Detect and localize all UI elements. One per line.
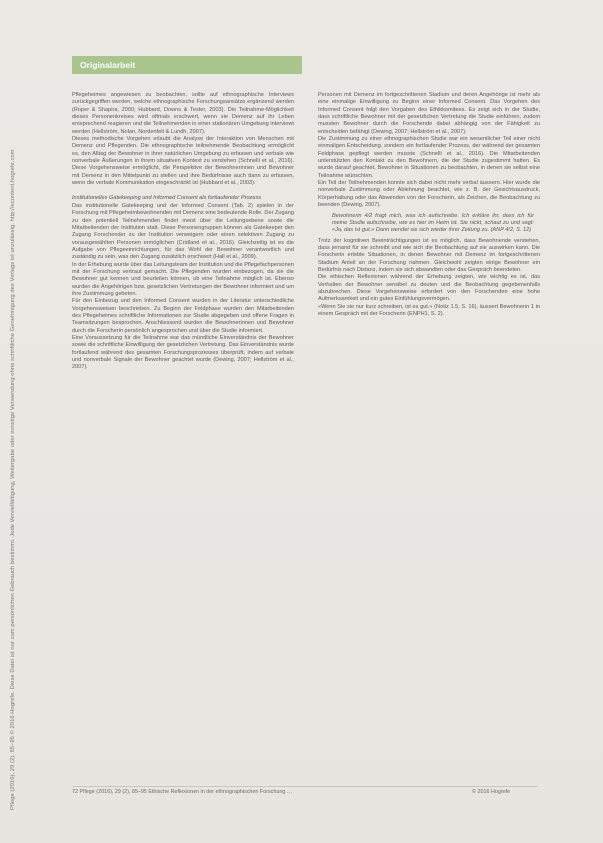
left-paragraph: Für den Einbezug und den Informed Consent wurden in der Literatur unterschiedliche Vorgehensweisen beschrieben. Zu Beginn der Feldphase wurden den Mitarbeitenden des Pflegeheimes schriftliche Informationen zur Studie abgegeben und offene Fragen in Teamsitzungen besprochen. Anschliessend wurden die Bewohnerinnen und Bewohner durch die Forscherin persönlich angesprochen und über die Studie informiert.: [72, 298, 294, 334]
left-paragraph: Pflegeheimes angewiesen zu beobachten, sollte auf ethnographische Interviews zurückgegriffen werden, welche ethnographische Forschungsansätze ergänzend werden (Roper & Shapira, 2000; Hubbard, Downs & Tester, 2003). Die Teilnahme-Möglichkeit dieses Personenkreises wird oftmals erschwert, wenn sie Demenz auf ihr Leben entsprechend reagieren und die Teilnehmenden in einer stationären Umgebung interviewt werden (Hellström, Nolan, Nordenfelt & Lundh, 2007).: [72, 92, 294, 135]
left-paragraph: In der Erhebung wurde über das Leitungsteam der Institution und die Pflegefachpersonen mit der Forschung vertraut gemacht. Die Pflegenden wurden einbezogen, da sie die Bewohner gut kennen und beurteilen können, ob eine Teilnahme möglich ist. Ebenso wurden die Angehörigen bzw. gesetzlichen Vertretungen der Bewohner informiert und um ihre Zustimmung gebeten.: [72, 261, 294, 297]
left-paragraph: Dieses methodische Vorgehen erlaubt die Analyse der Interaktion von Menschen mit Demenz und Pflegenden. Die ethnographische teilnehmende Beobachtung ermöglicht es, den Alltag der Bewohner in ihrer natürlichen Umgebung zu erfassen und verbale wie nonverbale Äußerungen in ihrem situativen Kontext zu verstehen (Schnelli et al., 2016). Diese Vorgehensweise ermöglicht, die Perspektive der Bewohnerinnen und Bewohner mit Demenz in den Mittelpunkt zu stellen und ihre Bedürfnisse auch dann zu erfassen, wenn die verbale Kommunikation eingeschränkt ist (Hubbard et al., 2003).: [72, 136, 294, 187]
interview-quote: Bewohnerin 4/2 fragt mich, was ich aufschreibe. Ich erkläre ihr, dass ich für meine Studie aufschreibe, wie es hier im Heim ist. Sie nickt, schaut zu und sagt: «Ja, das ist gut.» Dann wendet sie sich wieder ihrer Zeitung zu. (ANP 4/2, S. 12): [332, 212, 534, 234]
left-subheading: Institutionelles Gatekeeping und Informed Consent als fortlaufender Prozess: [72, 195, 262, 202]
right-paragraph: «Wenn Sie sie nur kurz schreiben, ist es gut.» (Notiz 1.5, S. 16), äussert Bewohnerin 1 in einem Gespräch mit der Forscherin (ENPH1, S. 2).: [318, 303, 540, 317]
right-paragraph: Trotz der kognitiven Beeinträchtigungen ist es möglich, dass Bewohnende verstehen, dass jemand für sie schreibt und wie sich die Beobachtung auf sie auswirken kann. Die Forscherin erlebte Situationen, in denen Bewohner mit Demenz im fortgeschrittenen Stadium Anteil an der Forschung nahmen. Gleichwohl zeigten einige Bewohner ein Bedürfnis nach Distanz, indem sie sich abwandten oder das Gespräch beendeten.: [318, 237, 540, 273]
right-paragraph: Die Zustimmung zu einer ethnographischen Studie war ein wesentlicher Teil einer nicht einmaligen Entscheidung, sondern ein fortlaufender Prozess, der während der gesamten Feldphase gepflegt werden musste (Schnelli et al., 2016). Die Mitarbeitenden unterstützten den Kontakt zu den Bewohnern, die der Studie zugestimmt hatten. Es wurde darauf geachtet, Bewohner in Situationen zu beobachten, in denen sie selbst eine Teilnahme wünschten.: [318, 136, 540, 179]
left-column: [72, 92, 294, 372]
footer-publisher: © 2016 Hogrefe: [472, 789, 511, 795]
left-paragraph: Das institutionelle Gatekeeping und der Informed Consent (Tab. 2) spielen in der Forschung mit Pflegeheimbewohnenden mit Demenz eine bedeutende Rolle. Der Zugang zu den potentiell Teilnehmenden findet meist über die Leitungsebene sowie die Mitarbeitenden der Institution statt. Diese Personengruppen können als Gatekeeper den Zugang Forschender zu der Institution verweigern oder einen selektiven Zugang zu vorausgewählten Personen ermöglichen (Cridland et al., 2016). Gleichzeitig ist es die Aufgabe von Pflegeeinrichtungen, für das Wohl der Bewohner verantwortlich und zuständig zu sein, was den Zugang zusätzlich erschwert (Hall et al., 2009).: [72, 202, 294, 261]
right-paragraph: Die ethischen Reflexionen während der Erhebung zeigten, wie wichtig es ist, das Verhalten der Bewohner sensibel zu deuten und die Beobachtung gegebenenfalls abzubrechen. Diese Vorgehensweise erfordert von den Forschenden eine hohe Aufmerksamkeit und ein gutes Einfühlungsvermögen.: [318, 274, 540, 303]
footer-citation: 72 Pflege (2016), 29 (2), 85–95 Ethische Reflexionen in der ethnographischen Forschung …: [72, 789, 293, 795]
section-header-label: Originalarbeit: [80, 60, 136, 70]
right-column: [318, 92, 540, 318]
vertical-copyright-notice: Pflege (2016), 29 (2), 85–95 © 2016 Hogrefe. Diese Datei ist nur zum persönlichen Gebrauch bestimmt. Jede Vervielfältigung, Weitergabe oder sonstige Verwendung ohne schriftliche Genehmigung des Verlags ist unzulässig. http://econtent.hogrefe.com: [10, 149, 16, 810]
right-paragraph: Ein Teil der Teilnehmenden konnte sich dabei nicht mehr verbal äussern. Hier wurde die nonverbale Zustimmung oder Ablehnung beachtet, wie z. B. der Gesichtsausdruck, Körperhaltung oder das Abwenden von der Forscherin, als Zeichen, die Beobachtung zu beenden (Dewing, 2007).: [318, 180, 540, 209]
right-paragraph: Personen mit Demenz im fortgeschrittenen Stadium und deren Angehörige ist mehr als eine einmalige Einwilligung zu Beginn einer Informed Consent. Das Vorgehen des Informed Consent folgt den Vorgaben des Ethikkomitees. Es zeigt sich in der Studie, dass schriftliche Bewohner mit der gesetzlichen Vertretung die Studie einführen, zudem mussten Bewohner durch die Forschende dabei abhängig von der Fähigkeit zu entscheiden befähigt (Dewing, 2007; Hellström et al., 2007).: [318, 92, 540, 135]
left-paragraph: Eine Voraussetzung für die Teilnahme war das mündliche Einverständnis der Bewohner sowie die schriftliche Einwilligung der gesetzlichen Vertretung. Das Einverständnis wurde fortlaufend während des gesamten Forschungsprozesses überprüft, indem auf verbale und nonverbale Signale der Bewohner geachtet wurde (Dewing, 2007; Hellström et al., 2007).: [72, 335, 294, 371]
footer-rule: [72, 786, 538, 787]
